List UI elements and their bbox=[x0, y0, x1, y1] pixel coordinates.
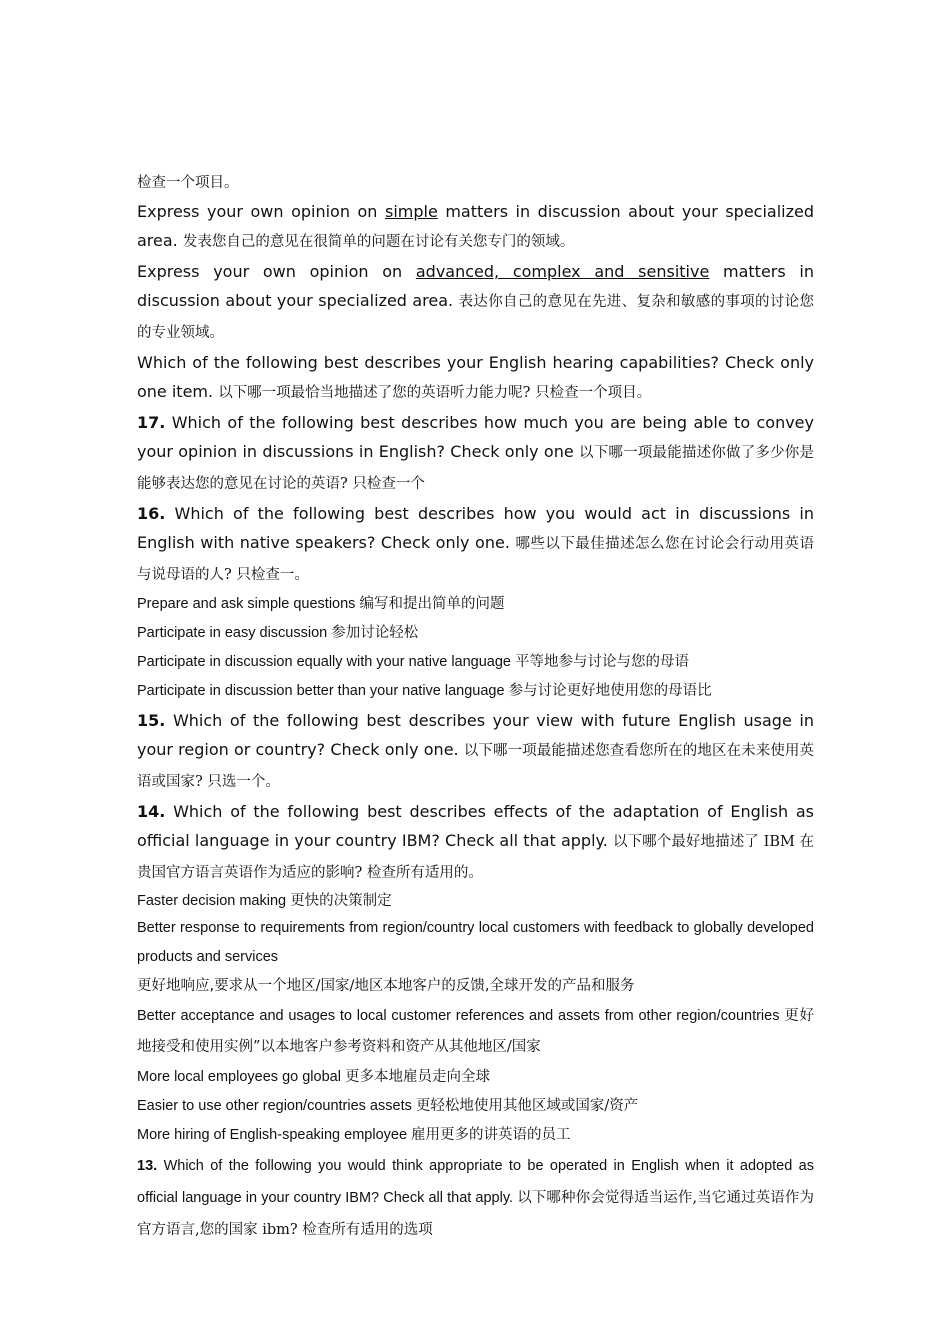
english-text: Which of the following best describes your view with future English usage in your region or country? Check only one. bbox=[137, 711, 814, 759]
chinese-text: 发表您自己的意见在很简单的问题在讨论有关您专门的领域。 bbox=[182, 234, 575, 250]
chinese-text: 以下哪一项最能描述你做了多少你是能够表达您的意见在讨论的英语? 只检查一个 bbox=[137, 445, 814, 492]
english-text: Express your own opinion on bbox=[137, 262, 416, 281]
english-text: Express your own opinion on bbox=[137, 202, 385, 221]
question-number: 17. bbox=[137, 413, 166, 432]
list-item bbox=[137, 1121, 814, 1150]
chinese-text: 更快的决策制定 bbox=[290, 893, 392, 909]
chinese-text: 更多本地雇员走向全球 bbox=[344, 1069, 490, 1085]
english-text: Which of the following best describes effects of the adaptation of English as official language in your country IBM? Check all that apply. bbox=[137, 802, 814, 850]
list-item bbox=[137, 648, 814, 677]
english-text: Which of the following best describes how you would act in discussions in English with native speakers? Check only one. bbox=[137, 504, 814, 552]
chinese-text: 更轻松地使用其他区域或国家/资产 bbox=[415, 1098, 639, 1114]
chinese-text: 平等地参与讨论与您的母语 bbox=[515, 654, 690, 670]
chinese-text: 哪些以下最佳描述怎么您在讨论会行动用英语与说母语的人? 只检查一。 bbox=[137, 536, 815, 583]
english-text: matters in discussion about your specialized area. bbox=[137, 262, 814, 310]
chinese-text: 以下哪一项最恰当地描述了您的英语听力能力呢? 只检查一个项目。 bbox=[218, 385, 652, 401]
question-number: 13. bbox=[137, 1158, 158, 1174]
list-item bbox=[137, 972, 814, 1001]
chinese-text: 编写和提出简单的问题 bbox=[359, 596, 505, 612]
chinese-text: 参加讨论轻松 bbox=[331, 625, 419, 641]
chinese-text: 更好地响应,要求从一个地区/国家/地区本地客户的反馈,全球开发的产品和服务 bbox=[137, 978, 635, 994]
paragraph bbox=[137, 348, 814, 408]
english-text: Easier to use other region/countries assets bbox=[137, 1098, 412, 1114]
underlined-text: advanced, complex and sensitive bbox=[415, 262, 710, 281]
question-17 bbox=[137, 408, 814, 499]
chinese-text: 以下哪个最好地描述了 IBM 在贵国官方语言英语作为适应的影响? 检查所有适用的。 bbox=[137, 834, 815, 881]
list-item bbox=[137, 590, 814, 619]
list-item bbox=[137, 914, 814, 972]
english-text: Participate in discussion better than your native language bbox=[137, 683, 505, 699]
list-item bbox=[137, 619, 814, 648]
english-text: More local employees go global bbox=[137, 1069, 341, 1085]
list-item bbox=[137, 677, 814, 706]
list-item bbox=[137, 1092, 814, 1121]
english-text: matters in discussion about your specialized area. bbox=[137, 202, 815, 250]
question-16 bbox=[137, 499, 814, 590]
english-text: Which of the following you would think appropriate to be operated in English when it adopted as official language in your country IBM? Check all that apply. bbox=[137, 1158, 814, 1206]
english-text: Prepare and ask simple questions bbox=[137, 596, 356, 612]
question-15 bbox=[137, 706, 814, 797]
list-item bbox=[137, 1001, 814, 1063]
question-number: 14. bbox=[137, 802, 166, 821]
document-body bbox=[137, 168, 814, 1246]
question-13 bbox=[137, 1150, 814, 1246]
paragraph bbox=[137, 257, 814, 348]
list-item bbox=[137, 888, 814, 914]
list-item bbox=[137, 1063, 814, 1092]
chinese-text: 以下哪种你会觉得适当运作,当它通过英语作为官方语言,您的国家 ibm? 检查所有适用的选项 bbox=[137, 1190, 815, 1238]
english-text: Better response to requirements from region/country local customers with feedback to globally developed products and services bbox=[137, 920, 814, 965]
english-text: Faster decision making bbox=[137, 893, 287, 909]
underlined-text: simple bbox=[384, 202, 438, 221]
english-text: Which of the following best describes your English hearing capabilities? Check only one item. bbox=[137, 353, 814, 401]
english-text: More hiring of English-speaking employee bbox=[137, 1127, 408, 1143]
chinese-text: 表达你自己的意见在先进、复杂和敏感的事项的讨论您的专业领域。 bbox=[137, 294, 815, 341]
chinese-text: 检查一个项目。 bbox=[137, 175, 239, 191]
english-text: Better acceptance and usages to local customer references and assets from other region/countries bbox=[137, 1008, 780, 1024]
chinese-text: 以下哪一项最能描述您查看您所在的地区在未来使用英语或国家? 只选一个。 bbox=[137, 743, 815, 790]
english-text: Which of the following best describes how much you are being able to convey your opinion in discussions in English? Check only one bbox=[137, 413, 814, 461]
question-14 bbox=[137, 797, 814, 888]
paragraph bbox=[137, 197, 814, 257]
paragraph bbox=[137, 168, 814, 197]
chinese-text: 雇用更多的讲英语的员工 bbox=[411, 1127, 571, 1143]
chinese-text: 更好地接受和使用实例”以本地客户参考资料和资产从其他地区/国家 bbox=[137, 1008, 815, 1055]
chinese-text: 参与讨论更好地使用您的母语比 bbox=[508, 683, 712, 699]
english-text: Participate in easy discussion bbox=[137, 625, 328, 641]
question-number: 15. bbox=[137, 711, 166, 730]
question-number: 16. bbox=[137, 504, 166, 523]
english-text: Participate in discussion equally with your native language bbox=[137, 654, 511, 670]
